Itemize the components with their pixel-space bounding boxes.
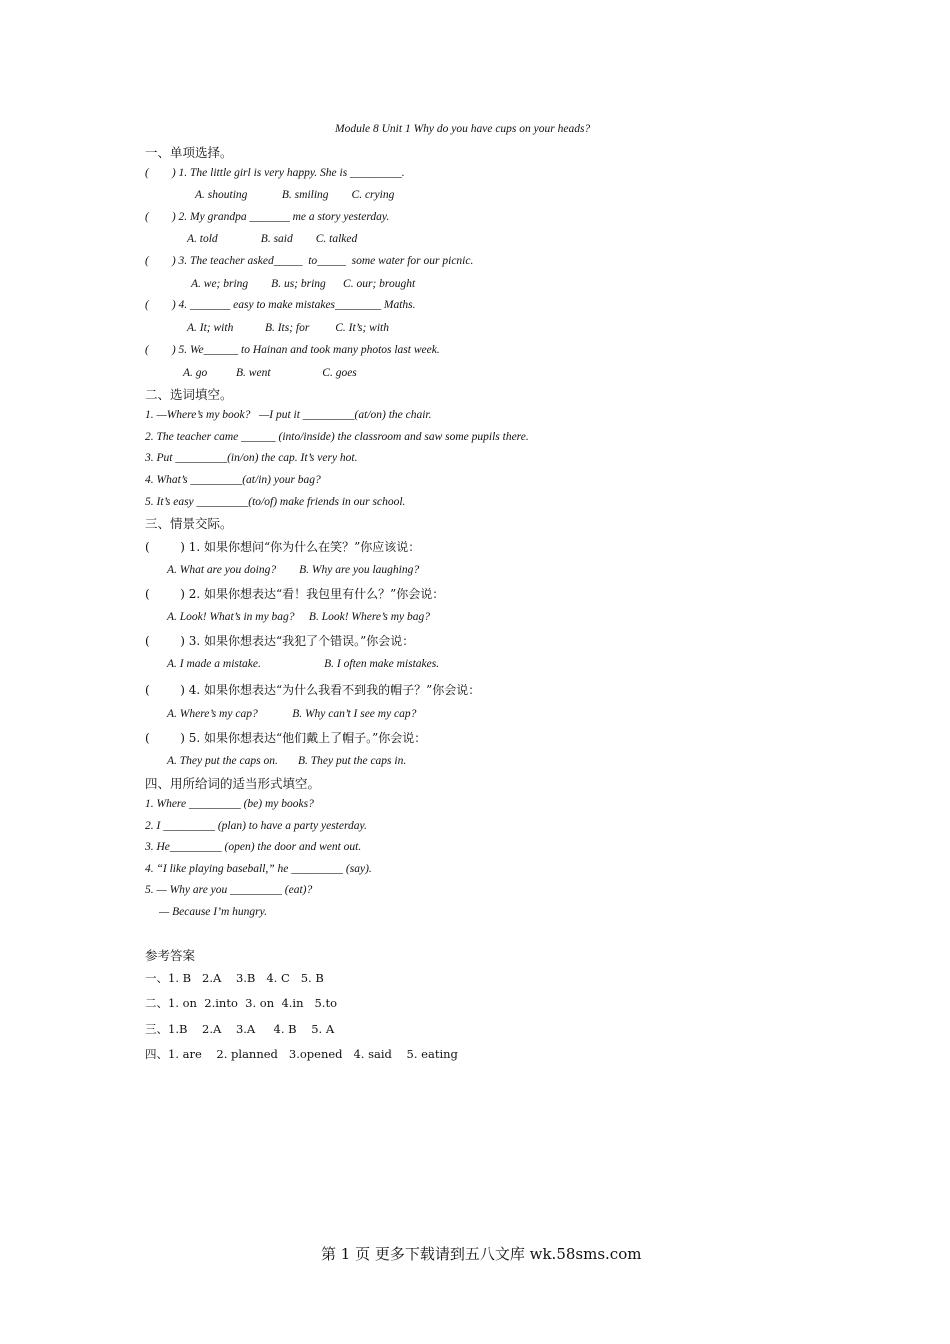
answers-section-1: 一、1. B 2.A 3.B 4. C 5. B xyxy=(145,971,324,985)
s1-options-3: A. we; bring B. us; bring C. our; brought xyxy=(191,278,416,290)
s4-question-5: 5. — Why are you _________ (eat)? xyxy=(145,884,313,896)
answers-section-4: 四、1. are 2. planned 3.opened 4. said 5. eating xyxy=(145,1047,458,1061)
s4-question-2: 2. I _________ (plan) to have a party yesterday. xyxy=(145,820,367,832)
s4-question-4: 4. “I like playing baseball,” he _________ (say). xyxy=(145,863,372,875)
s1-question-1: ( ) 1. The little girl is very happy. She is _________. xyxy=(145,167,405,179)
s1-question-3: ( ) 3. The teacher asked_____ to_____ some water for our picnic. xyxy=(145,255,474,267)
s3-question-2: ( ) 2. 如果你想表达“看！我包里有什么？”你会说： xyxy=(145,587,445,601)
s1-options-4: A. It; with B. Its; for C. It’s; with xyxy=(187,322,389,334)
s4-question-1: 1. Where _________ (be) my books? xyxy=(145,798,314,810)
s4-question-5-reply: — Because I’m hungry. xyxy=(159,906,267,918)
answers-section-3: 三、1.B 2.A 3.A 4. B 5. A xyxy=(145,1022,335,1036)
s1-options-5: A. go B. went C. goes xyxy=(183,367,357,379)
s1-question-5: ( ) 5. We______ to Hainan and took many photos last week. xyxy=(145,344,440,356)
s1-question-4: ( ) 4. _______ easy to make mistakes________ Maths. xyxy=(145,299,416,311)
s3-options-4: A. Where’s my cap? B. Why can’t I see my cap? xyxy=(167,708,417,720)
s3-options-3: A. I made a mistake. B. I often make mistakes. xyxy=(167,658,440,670)
s4-question-3: 3. He_________ (open) the door and went out. xyxy=(145,841,362,853)
s3-options-5: A. They put the caps on. B. They put the caps in. xyxy=(167,755,407,767)
s2-question-4: 4. What’s _________(at/in) your bag? xyxy=(145,474,321,486)
s1-options-2: A. told B. said C. talked xyxy=(187,233,358,245)
s3-question-3: ( ) 3. 如果你想表达“我犯了个错误。”你会说： xyxy=(145,634,415,648)
answers-section-2: 二、1. on 2.into 3. on 4.in 5.to xyxy=(145,996,337,1010)
s2-question-2: 2. The teacher came ______ (into/inside) the classroom and saw some pupils there. xyxy=(145,431,529,443)
section-2-heading: 二、选词填空。 xyxy=(145,387,233,402)
s3-question-5: ( ) 5. 如果你想表达“他们戴上了帽子。”你会说： xyxy=(145,731,427,745)
answers-heading: 参考答案 xyxy=(145,948,196,963)
section-4-heading: 四、用所给词的适当形式填空。 xyxy=(145,776,321,791)
page-title: Module 8 Unit 1 Why do you have cups on your heads? xyxy=(335,123,591,135)
s1-question-2: ( ) 2. My grandpa _______ me a story yesterday. xyxy=(145,211,390,223)
s2-question-1: 1. —Where’s my book? —I put it _________(at/on) the chair. xyxy=(145,409,432,421)
section-3-heading: 三、情景交际。 xyxy=(145,516,233,531)
s3-question-4: ( ) 4. 如果你想表达“为什么我看不到我的帽子？”你会说： xyxy=(145,683,481,697)
s3-options-2: A. Look! What’s in my bag? B. Look! Where’s my bag? xyxy=(167,611,430,623)
section-1-heading: 一、单项选择。 xyxy=(145,145,233,160)
s3-question-1: ( ) 1. 如果你想问“你为什么在笑？”你应该说： xyxy=(145,540,421,554)
s2-question-3: 3. Put _________(in/on) the cap. It’s very hot. xyxy=(145,452,358,464)
s3-options-1: A. What are you doing? B. Why are you laughing? xyxy=(167,564,420,576)
s2-question-5: 5. It’s easy _________(to/of) make friends in our school. xyxy=(145,496,406,508)
page-footer: 第 1 页 更多下载请到五八文库 wk.58sms.com xyxy=(321,1245,642,1263)
s1-options-1: A. shouting B. smiling C. crying xyxy=(195,189,395,201)
